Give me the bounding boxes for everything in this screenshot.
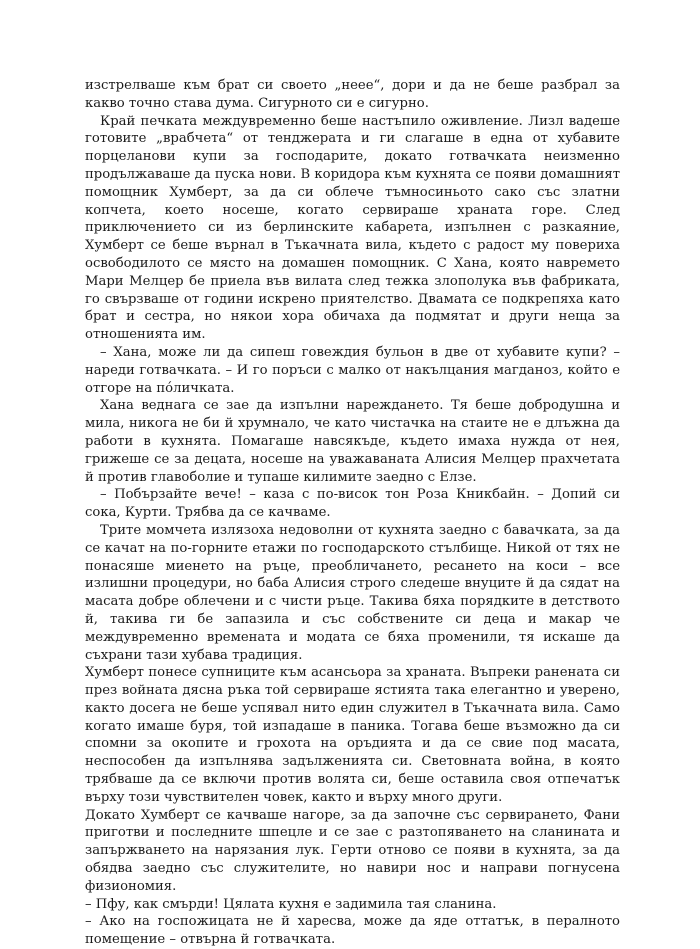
paragraph-8: Докато Хумберт се качваше нагоре, за да започне със сервирането, Фани приготви и последните шпецле и се зае с разтопяването на сланината и запържването на нарязания лук. Герти отново се появи в кухнята, за да обядва заедно със служителите, но навири нос и направи погнусена физиономия. — [85, 807, 620, 894]
book-page — [85, 77, 620, 949]
paragraph-9: – Пфу, как смърди! Цялата кухня е задимила тая сланина. — [85, 896, 497, 912]
paragraph-3: – Хана, може ли да сипеш говеждия бульон в две от хубавите купи? – нареди готвачката. – И го поръси с малко от накълцания магданоз, който е отгоре на пóличката. — [85, 344, 620, 396]
paragraph-4: Хана веднага се зае да изпълни нареждането. Тя беше добродушна и мила, никога не би й хрумнало, че като чистачка на стаите не е длъжна да работи в кухнята. Помагаше навсякъде, където имаха нужда от нея, грижеше се за децата, носеше на уважаваната Алисия Мелцер прахчетата й против главоболие и тупаше килимите заедно с Елзе. — [85, 398, 620, 485]
paragraph-2: Край печката междувременно беше настъпило оживление. Лизл вадеше готовите „врабчета“ от тенджерата и ги слагаше в една от хубавите порцеланови купи за господарите, докато готвачката неизменно продължаваше да пуска нови. В коридора към кухнята се появи домашният помощник Хумберт, за да си облече тъмносиньото сако със златни копчета, което носеше, когато сервираше храната горе. След приключението си из берлинските кабарета, изпълнен с разкаяние, Хумберт се беше върнал в Тъкачната вила, където с радост му повериха освободилото се място на домашен помощник. С Хана, която навремето Мари Мелцер бе приела във вилата след тежка злополука във фабриката, го свързваше от години искрено приятелство. Двамата се подкрепяха като брат и сестра, но някои хора обичаха да подмятат и други неща за отношенията им. — [85, 113, 620, 343]
paragraph-1: изстрелваше към брат си своето „неее“, дори и да не беше разбрал за какво точно става дума. Сигурното си е сигурно. — [85, 78, 620, 111]
paragraph-5: – Побързайте вече! – каза с по-висок тон Роза Кникбайн. – Допий си сока, Курти. Трябва да се качваме. — [85, 487, 620, 521]
paragraph-6: Трите момчета излязоха недоволни от кухнята заедно с бавачката, за да се качат на по-горните етажи по господарското стълбище. Никой от тях не понасяше миенето на ръце, преобличането, ресането на коси – все излишни процедури, но баба Алисия строго следеше внуците й да сядат на масата добре облечени и с чисти ръце. Такива бяха порядките в детството й, такива ги бе запазила и със собствените си деца и макар че междувременно времената и модата се бяха променили, тя искаше да съхрани тази хубава традиция. — [85, 522, 620, 663]
paragraph-10: – Ако на госпожицата не й харесва, може да яде оттатък, в пералното помещение – отвърна й готвачката. — [85, 914, 620, 948]
paragraph-7: Хумберт понесе супниците към асансьора за храната. Въпреки ранената си през войната дясна ръка той сервираше ястията така елегантно и уверено, както досега не беше успявал нито един служител в Тъкачната вила. Само когато имаше буря, той изпадаше в паника. Тогава беше възможно да си спомни за окопите и грохота на оръдията и да се свие под масата, неспособен да изпълнява задълженията си. Световната война, в която трябваше да се включи против волята си, беше оставила своя отпечатък върху този чувствителен човек, както и върху много други. — [85, 665, 620, 805]
